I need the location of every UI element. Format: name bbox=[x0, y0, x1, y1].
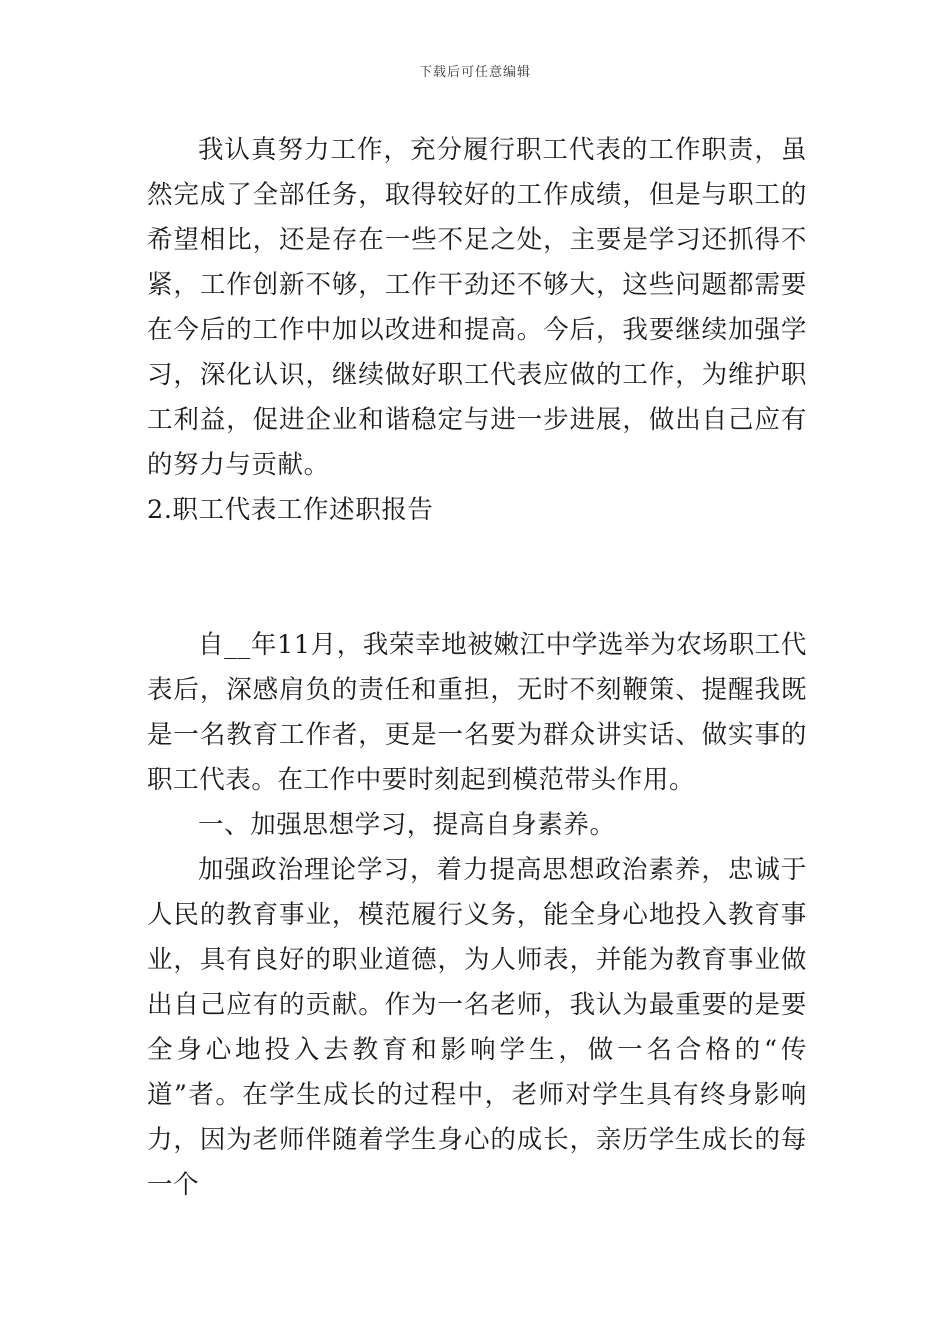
blank-space bbox=[147, 533, 807, 623]
paragraph: 加强政治理论学习，着力提高思想政治素养，忠诚于人民的教育事业，模范履行义务，能全身心地投入教育事业，具有良好的职业道德，为人师表，并能为教育事业做出自己应有的贡献。作为一名老师，我认为最重要的是要全身心地投入去教育和影响学生，做一名合格的“传道”者。在学生成长的过程中，老师对学生具有终身影响力，因为老师伴随着学生身心的成长，亲历学生成长的每一个 bbox=[147, 855, 807, 1200]
page-header: 下载后可任意编辑 bbox=[418, 65, 531, 80]
paragraph: 我认真努力工作，充分履行职工代表的工作职责，虽然完成了全部任务，取得较好的工作成绩，但是与职工的希望相比，还是存在一些不足之处，主要是学习还抓得不紧，工作创新不够，工作干劲还不够大，这些问题都需要在今后的工作中加以改进和提高。今后，我要继续加强学习，深化认识，继续做好职工代表应做的工作，为维护职工利益，促进企业和谐稳定与进一步进展，做出自己应有的努力与贡献。 bbox=[147, 135, 807, 480]
subheading: 一、加强思想学习，提高自身素养。 bbox=[198, 810, 616, 840]
document-body bbox=[147, 128, 807, 1208]
paragraph: 自__年11月，我荣幸地被嫩江中学选举为农场职工代表后，深感肩负的责任和重担，无时不刻鞭策、提醒我既是一名教育工作者，更是一名要为群众讲实话、做实事的职工代表。在工作中要时刻起到模范带头作用。 bbox=[147, 630, 807, 795]
section-title: 2.职工代表工作述职报告 bbox=[147, 495, 434, 525]
